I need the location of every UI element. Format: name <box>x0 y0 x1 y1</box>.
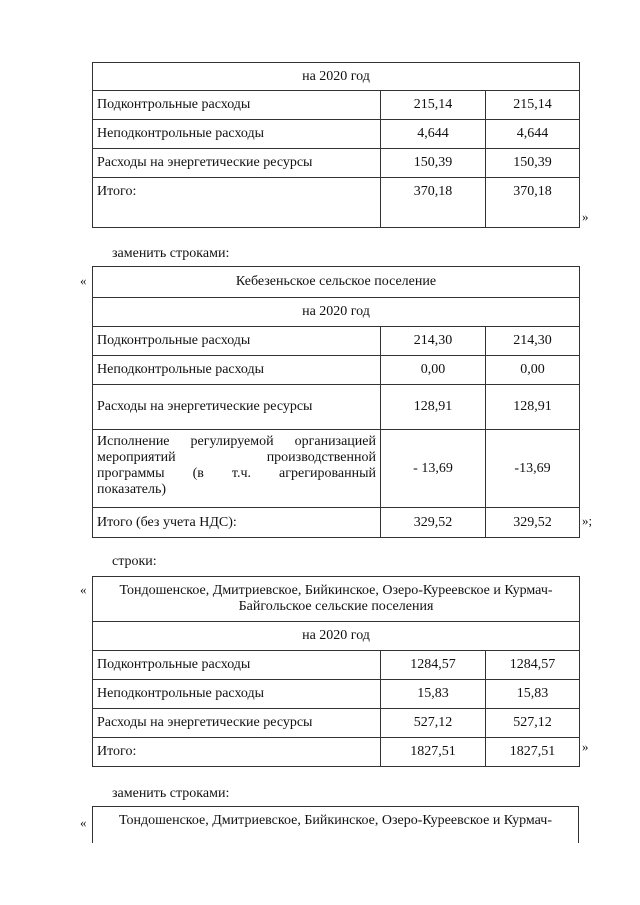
table-3-block <box>92 576 579 767</box>
table-2-header: на 2020 год <box>93 298 580 327</box>
row-label: Расходы на энергетические ресурсы <box>93 149 381 178</box>
table-row <box>93 267 580 298</box>
table-1-header: на 2020 год <box>93 63 580 91</box>
table-3-title <box>93 577 580 622</box>
table-3-header: на 2020 год <box>93 622 580 651</box>
table-row <box>93 298 580 327</box>
table-row <box>93 120 580 149</box>
row-label: Неподконтрольные расходы <box>93 680 381 709</box>
table-row <box>93 738 580 767</box>
table-row <box>93 149 580 178</box>
table-row <box>93 577 580 622</box>
row-value-2: 4,644 <box>486 120 580 149</box>
row-value-1: 150,39 <box>381 149 486 178</box>
close-quote: » <box>582 209 589 224</box>
row-value-2: 1284,57 <box>486 651 580 680</box>
row-label: Итого: <box>93 178 381 228</box>
row-label: Подконтрольные расходы <box>93 91 381 120</box>
row-value-1: 4,644 <box>381 120 486 149</box>
table-1 <box>92 62 580 228</box>
row-value-2: 329,52 <box>486 508 580 538</box>
open-quote: « <box>80 273 87 288</box>
table-2 <box>92 266 580 538</box>
row-value-1: 128,91 <box>381 385 486 430</box>
row-value-1: 15,83 <box>381 680 486 709</box>
table-row <box>93 508 580 538</box>
row-label: Неподконтрольные расходы <box>93 356 381 385</box>
row-value-2: 15,83 <box>486 680 580 709</box>
row-value-1: 329,52 <box>381 508 486 538</box>
table-row <box>93 807 579 843</box>
row-value-1: 215,14 <box>381 91 486 120</box>
table-row <box>93 63 580 91</box>
table-row <box>93 622 580 651</box>
row-value-1: 214,30 <box>381 327 486 356</box>
row-value-2: 150,39 <box>486 149 580 178</box>
row-value-2: 214,30 <box>486 327 580 356</box>
close-quote: » <box>582 739 589 754</box>
row-value-1: 370,18 <box>381 178 486 228</box>
exec-line-4: показатель) <box>97 482 167 497</box>
close-quote: »; <box>582 513 593 528</box>
open-quote: « <box>80 815 87 830</box>
row-label: Расходы на энергетические ресурсы <box>93 709 381 738</box>
row-label: Итого: <box>93 738 381 767</box>
table-3-title-line-2: Байгольское сельские поселения <box>238 599 434 614</box>
exec-line-1: Исполнение регулируемой организацией <box>97 434 376 449</box>
table-3 <box>92 576 580 767</box>
replace-text: заменить строками: <box>112 246 230 261</box>
row-value-1: 1284,57 <box>381 651 486 680</box>
row-value-1: 527,12 <box>381 709 486 738</box>
row-value-1: 0,00 <box>381 356 486 385</box>
table-row <box>93 709 580 738</box>
table-row <box>93 91 580 120</box>
row-value-1: 1827,51 <box>381 738 486 767</box>
table-row <box>93 385 580 430</box>
table-row <box>93 651 580 680</box>
table-3-title-line-1: Тондошенское, Дмитриевское, Бийкинское, Озеро-Куреевское и Курмач- <box>119 583 553 598</box>
row-value-2: 527,12 <box>486 709 580 738</box>
open-quote: « <box>80 582 87 597</box>
table-1-block <box>92 62 579 228</box>
rows-text: строки: <box>112 554 157 569</box>
table-row <box>93 680 580 709</box>
row-value-2: 370,18 <box>486 178 580 228</box>
table-4-block <box>92 806 579 905</box>
row-label: Итого (без учета НДС): <box>93 508 381 538</box>
exec-row-label <box>93 430 381 508</box>
row-value-2: 215,14 <box>486 91 580 120</box>
table-4-title: Тондошенское, Дмитриевское, Бийкинское, Озеро-Куреевское и Курмач- <box>93 807 579 843</box>
row-value-2: -13,69 <box>486 430 580 508</box>
table-2-title: Кебезеньское сельское поселение <box>93 267 580 298</box>
replace-text: заменить строками: <box>112 786 230 801</box>
table-row <box>93 430 580 508</box>
table-2-block <box>92 266 579 538</box>
table-row <box>93 327 580 356</box>
table-row <box>93 178 580 228</box>
row-value-2: 0,00 <box>486 356 580 385</box>
row-label: Расходы на энергетические ресурсы <box>93 385 381 430</box>
row-label: Неподконтрольные расходы <box>93 120 381 149</box>
row-label: Подконтрольные расходы <box>93 651 381 680</box>
row-value-1: - 13,69 <box>381 430 486 508</box>
table-row <box>93 356 580 385</box>
exec-line-2: мероприятий производственной <box>97 450 376 465</box>
row-value-2: 1827,51 <box>486 738 580 767</box>
table-4 <box>92 806 579 843</box>
row-label: Подконтрольные расходы <box>93 327 381 356</box>
exec-line-3: программы (в т.ч. агрегированный <box>97 466 376 481</box>
row-value-2: 128,91 <box>486 385 580 430</box>
